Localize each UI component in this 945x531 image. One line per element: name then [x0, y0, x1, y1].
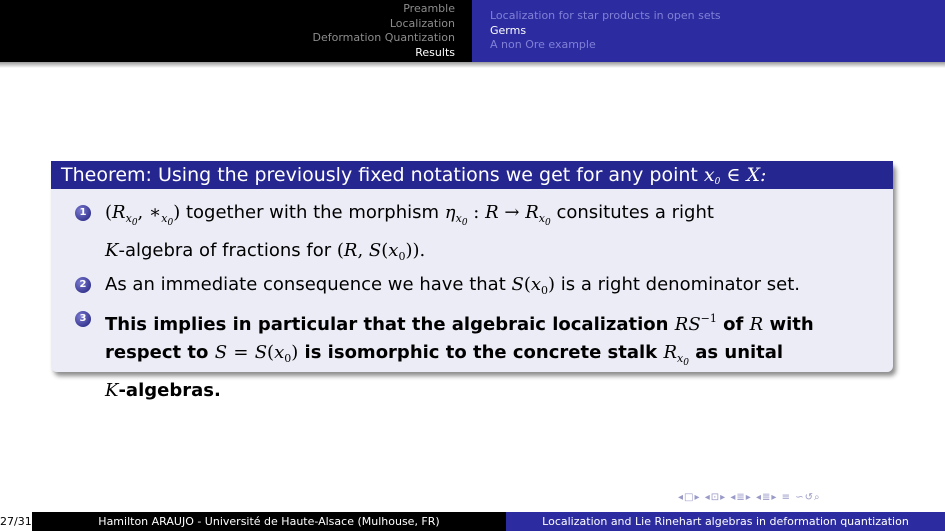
header-shadow: [0, 62, 945, 68]
prev-frame-icon[interactable]: ◂: [678, 492, 685, 503]
item-text: of: [723, 314, 744, 335]
nav-section-preamble[interactable]: Preamble: [403, 2, 455, 15]
align-icon[interactable]: ≡: [781, 492, 792, 503]
item-text: is a right denominator set.: [560, 274, 800, 295]
next-frame-icon[interactable]: ▸: [694, 492, 701, 503]
nav-section-deformation-quantization[interactable]: Deformation Quantization: [312, 31, 455, 44]
item-math: K: [105, 240, 119, 261]
next-doc-icon[interactable]: ▸: [771, 492, 778, 503]
item-text: -algebras.: [118, 380, 221, 401]
zoom-icon[interactable]: ⌕: [813, 492, 821, 503]
next-section-icon[interactable]: ▸: [745, 492, 752, 503]
nav-subsection-germs[interactable]: Germs: [490, 23, 527, 37]
subsection-icon[interactable]: ⊡: [710, 492, 721, 503]
section-icon[interactable]: ≣: [736, 492, 746, 503]
item-number-badge: 1: [75, 205, 91, 221]
section-navigation: [0, 0, 472, 62]
nav-section-localization[interactable]: Localization: [389, 16, 455, 30]
footer-author: Hamilton ARAUJO - Université de Haute-Alsace (Mulhouse, FR): [32, 512, 506, 531]
item-text: As an immediate consequence we have that: [105, 274, 506, 295]
loop-icon[interactable]: ↺: [804, 492, 814, 503]
frame-icon[interactable]: □: [684, 492, 695, 503]
footer-title: Localization and Lie Rinehart algebras in deformation quantization: [506, 512, 945, 531]
theorem-title: [51, 161, 893, 189]
item-text: is isomorphic to the concrete stalk: [304, 342, 658, 363]
footer-bar: [0, 512, 945, 531]
next-subsection-icon[interactable]: ▸: [720, 492, 727, 503]
search-icon[interactable]: ∽: [795, 492, 805, 503]
prev-doc-icon[interactable]: ◂: [755, 492, 763, 503]
prev-subsection-icon[interactable]: ◂: [704, 492, 711, 503]
theorem-title-math: $x_0$ ∈ X:: [703, 164, 767, 187]
page-number: 27/31: [0, 512, 32, 531]
item-number-badge: 3: [75, 311, 91, 327]
nav-subsection-non-ore-example[interactable]: A non Ore example: [490, 38, 596, 51]
list-item: 2 As an immediate consequence we have that $S(x_0)$ is a right denominator set.: [75, 271, 893, 305]
doc-icon[interactable]: ≣: [762, 492, 772, 503]
list-item: 1 ($R_{x_0}$, $∗_{x_0}$) together with the morphism $\eta_{x_0}$ : $R \to R_{x_0}$ consitutes a right K-algebra of fractions for (R, $S(x_0)$).: [75, 199, 893, 271]
item-text: with: [769, 314, 814, 335]
theorem-block: [51, 161, 893, 401]
theorem-title-text: Theorem: Using the previously fixed notations we get for any point: [61, 164, 698, 186]
item-text: This implies in particular that the algebraic localization: [105, 314, 669, 335]
list-item: 3 This implies in particular that the algebraic localization $RS^{-1}$ of R with respect to $S = S(x_0)$ is isomorphic to the concrete stalk $R_{x_0}$ as unital K-algebras.: [75, 305, 893, 405]
navigation-symbols: [678, 492, 821, 503]
theorem-body: [51, 189, 893, 405]
prev-section-icon[interactable]: ◂: [730, 492, 737, 503]
item-text: as unital: [695, 342, 784, 363]
item-text: respect to: [105, 342, 209, 363]
item-number-badge: 2: [75, 277, 91, 293]
item-text: consitutes a right: [556, 202, 714, 223]
header-bar: [0, 0, 945, 62]
subsection-navigation: [472, 0, 945, 62]
nav-section-results[interactable]: Results: [415, 45, 455, 59]
item-text: together with the morphism: [185, 202, 440, 223]
nav-subsection-localization-star-products[interactable]: Localization for star products in open sets: [490, 9, 721, 22]
item-text: -algebra of fractions for: [118, 240, 332, 261]
